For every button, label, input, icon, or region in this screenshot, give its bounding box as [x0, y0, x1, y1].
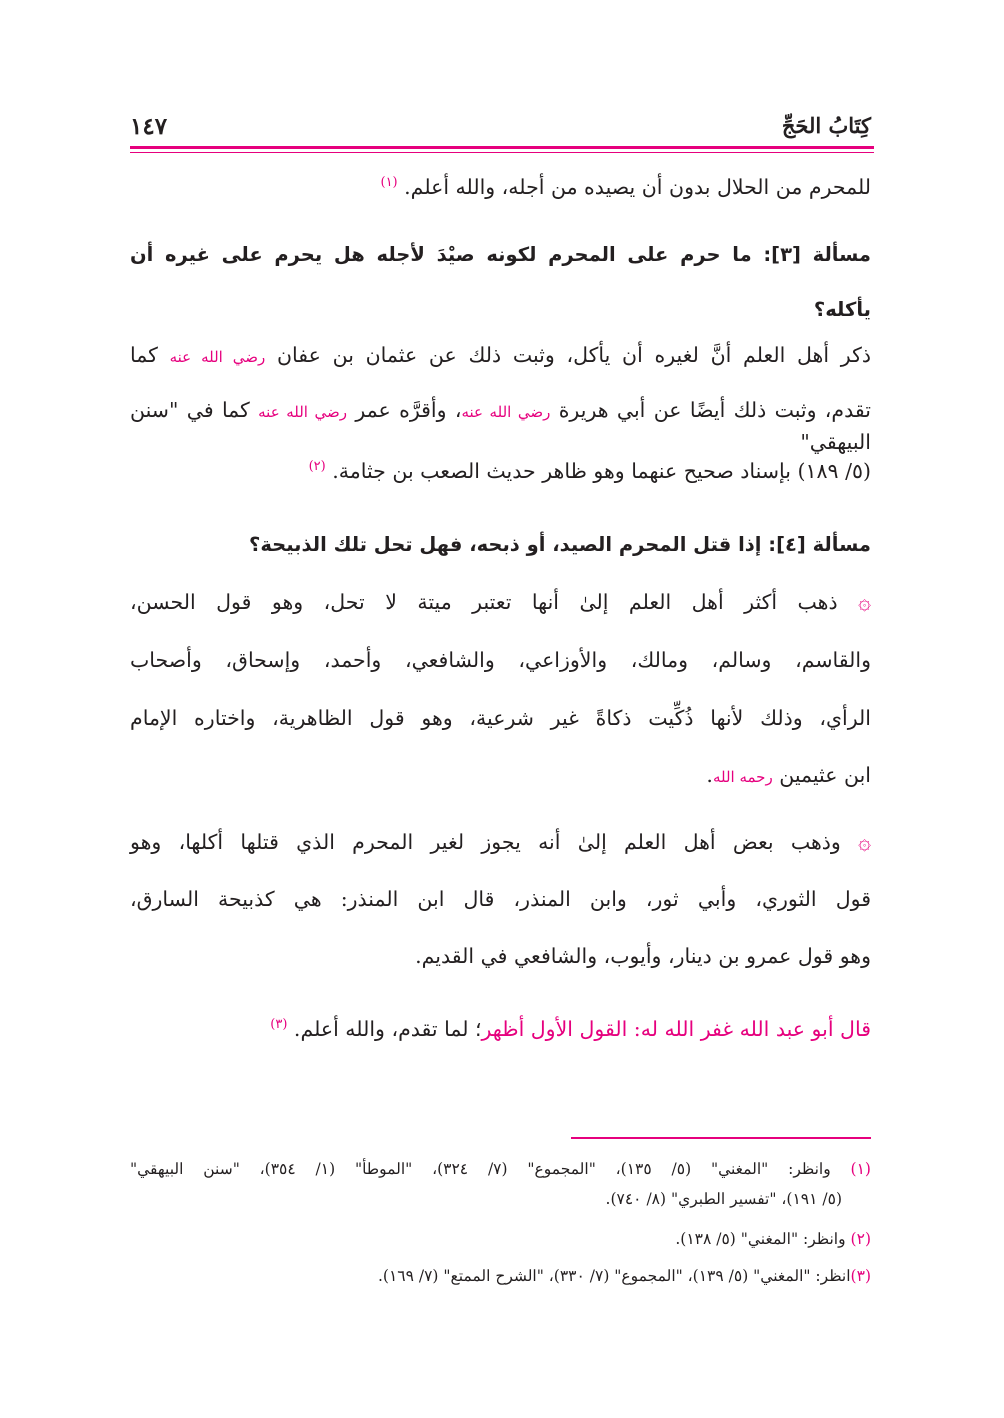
author-conclusion: قال أبو عبد الله غفر الله له: القول الأول أظهر [481, 1016, 871, 1041]
flower-bullet-icon: ۞ [858, 830, 871, 855]
opinion-2-line-3 [415, 941, 871, 971]
text-line-1 [380, 168, 871, 202]
text: قول الثوري، وأبي ثور، وابن المنذر، قال ابن المنذر: هي كذبيحة السارق، [130, 887, 871, 911]
book-title: "سنن البيهقي" [130, 398, 871, 454]
footnote-3 [378, 1264, 871, 1288]
text: ، وأقرَّه عمر [355, 398, 462, 422]
issue-3-heading [130, 240, 871, 270]
text: ابن عثيمين [779, 763, 871, 787]
chapter-title: كِتَابُ الحَجِّ [781, 113, 871, 138]
issue-3-question-cont: يأكله؟ [813, 298, 871, 321]
text: كما في [186, 398, 250, 422]
text: . [706, 763, 713, 787]
footnote-2 [675, 1227, 871, 1251]
flower-bullet-icon: ۞ [858, 590, 871, 615]
footnote-ref-2: (٢) [308, 459, 326, 474]
text-line-4 [309, 452, 871, 486]
footnote-separator [571, 1137, 871, 1139]
issue-4-label: مسألة [٤]: [768, 533, 871, 556]
radiya-allah-symbol: رضي الله عنه [461, 403, 551, 421]
opinion-1-line-2 [130, 645, 871, 675]
radiya-allah-symbol: رضي الله عنه [258, 403, 348, 421]
text: (٥/ ١٨٩) بإسناد صحيح عنهما وهو ظاهر حديث الصعب بن جثامة. [332, 458, 871, 483]
conclusion-line [270, 1010, 871, 1044]
text: وهو قول عمرو بن دينار، وأيوب، والشافعي في القديم. [415, 944, 871, 968]
opinion-2-line-1 [130, 827, 871, 858]
opinion-1-line-4 [706, 760, 871, 792]
footnote-text: (٥/ ١٩١)، "تفسير الطبري" (٨/ ٧٤٠). [605, 1190, 842, 1208]
footnote-number: (١) [850, 1160, 871, 1178]
footnote-1-line-2 [606, 1187, 842, 1211]
text: ؛ لما تقدم، والله أعلم. [293, 1016, 482, 1041]
text: وذهب بعض أهل العلم إلىٰ أنه يجوز لغير المحرم الذي قتلها أكلها، وهو [130, 830, 841, 854]
text: ذكر أهل العلم أنَّ لغيره أن يأكل، وثبت ذلك عن عثمان بن عفان [276, 343, 871, 367]
footnote-text: انظر: "المغني" (٥/ ١٣٩)، "المجموع" (٧/ ٣٣٠)، "الشرح الممتع" (٧/ ١٦٩). [377, 1267, 851, 1285]
text: للمحرم من الحلال بدون أن يصيده من أجله، والله أعلم. [404, 174, 871, 199]
issue-4-question: إذا قتل المحرم الصيد، أو ذبحه، فهل تحل تلك الذبيحة؟ [249, 533, 762, 556]
text: ذهب أكثر أهل العلم إلىٰ أنها تعتبر ميتة لا تحل، وهو قول الحسن، [130, 590, 838, 614]
text: الرأي، وذلك لأنها ذُكِّيت ذكاةً غير شرعية، وهو قول الظاهرية، واختاره الإمام [130, 706, 871, 730]
issue-4-heading [249, 530, 871, 560]
footnote-text: وانظر: "المغني" (٥/ ١٣٨). [675, 1230, 846, 1248]
radiya-allah-symbol: رضي الله عنه [169, 348, 266, 366]
page-number: ١٤٧ [130, 113, 168, 140]
footnote-number: (٢) [850, 1230, 871, 1248]
text-line-2 [130, 340, 871, 372]
footnote-ref-3: (٣) [270, 1017, 288, 1032]
issue-3-label: مسألة [٣]: [763, 243, 872, 266]
text-line-3 [130, 395, 871, 457]
opinion-1-line-3 [130, 703, 871, 733]
text: كما [130, 343, 158, 367]
rahimahullah-symbol: رحمه الله [712, 768, 773, 786]
opinion-1-line-1 [130, 587, 871, 618]
footnote-ref-1: (١) [380, 175, 398, 190]
opinion-2-line-2 [130, 884, 871, 914]
issue-3-question: ما حرم على المحرم لكونه صيْدَ لأجله هل يحرم على غيره أن [130, 243, 752, 266]
text: تقدم، وثبت ذلك أيضًا عن أبي هريرة [558, 398, 871, 422]
text: والقاسم، وسالم، ومالك، والأوزاعي، والشافعي، وأحمد، وإسحاق، وأصحاب [130, 648, 871, 672]
issue-3-heading-cont [814, 295, 871, 325]
header-rule-thin [130, 152, 874, 153]
footnote-text: وانظر: "المغني" (٥/ ١٣٥)، "المجموع" (٧/ ٣٢٤)، "الموطأ" (١/ ٣٥٤)، "سنن البيهقي" [130, 1160, 831, 1178]
footnote-1-line-1 [130, 1157, 871, 1181]
footnote-number: (٣) [850, 1267, 871, 1285]
header-rule-thick [130, 146, 874, 149]
